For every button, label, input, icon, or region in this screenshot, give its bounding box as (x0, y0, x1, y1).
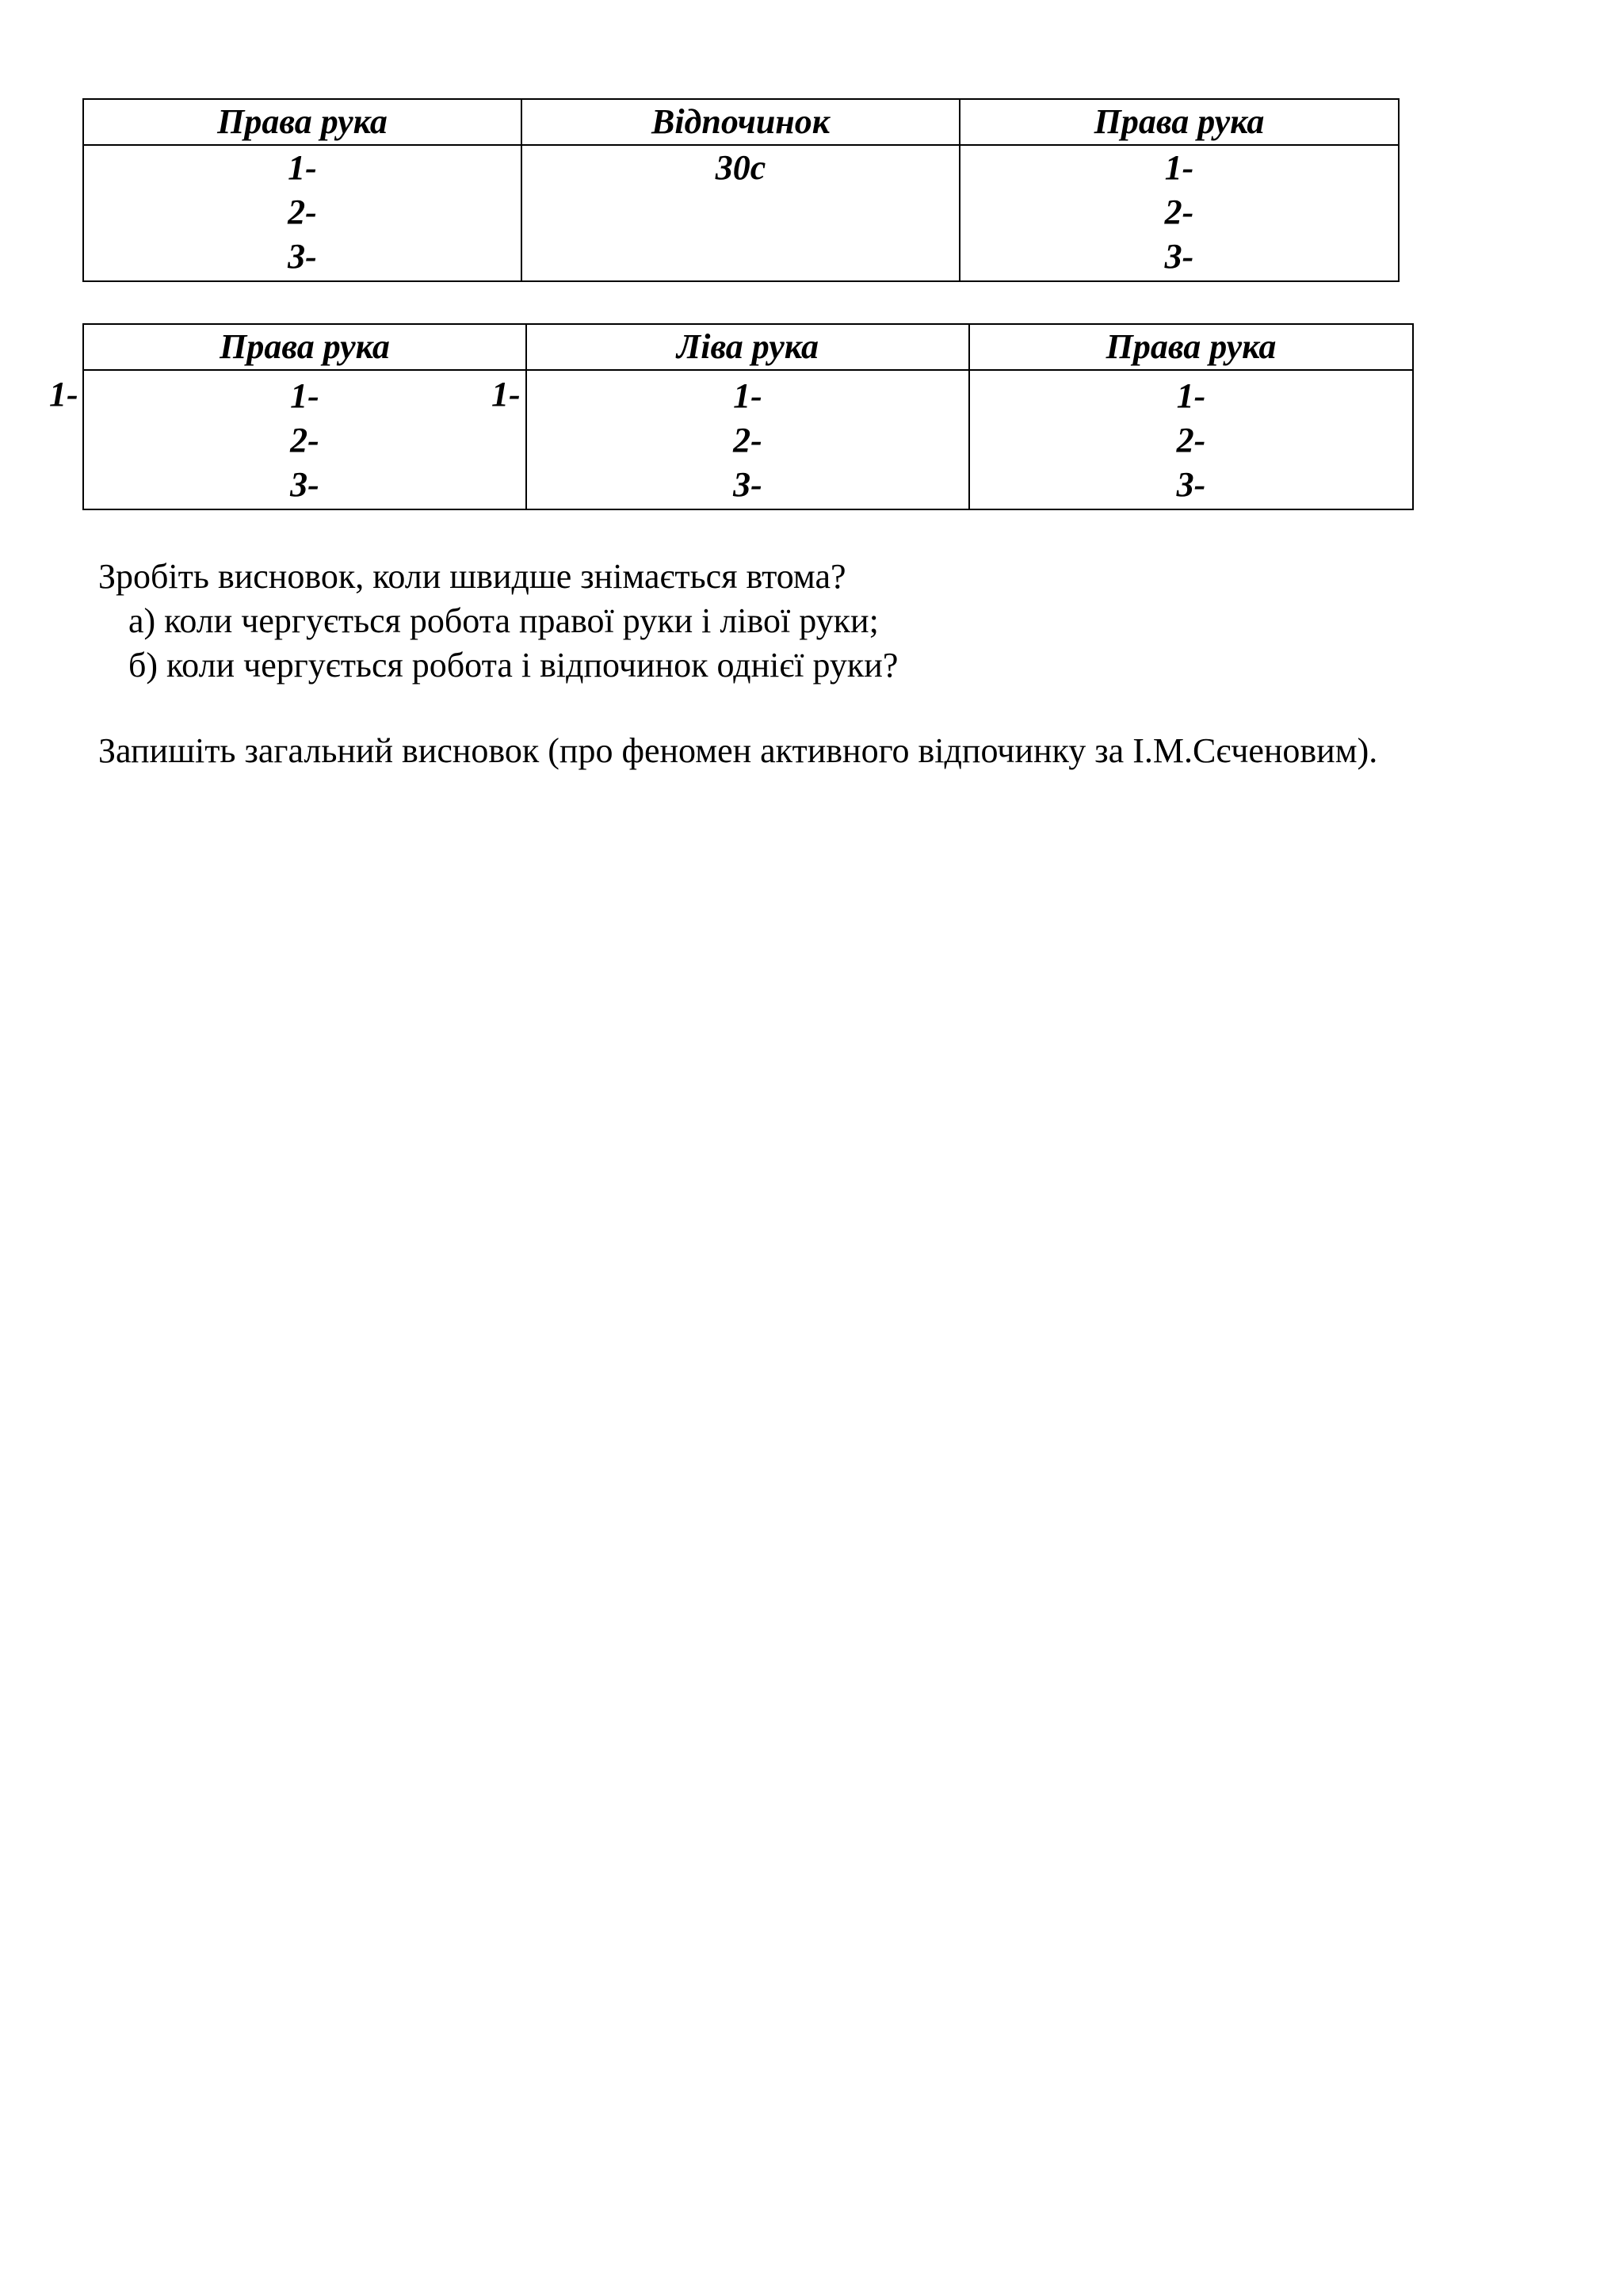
table-right-rest-right (82, 98, 1400, 282)
general-conclusion (98, 729, 1377, 773)
table-right-left-right (82, 323, 1414, 510)
table1-header-col2: Відпочинок (521, 99, 960, 145)
table1-header-col3: Права рука (960, 99, 1399, 145)
table1-cell-col2 (521, 145, 960, 281)
table1-cell-col3 (960, 145, 1399, 281)
table2-col3-line3: 3- (1176, 465, 1206, 504)
table2-col2-line1: 1- (733, 376, 762, 415)
question-option-a: а) коли чергується робота правої руки і лівої руки; (128, 601, 879, 640)
table1-col1-line3: 3- (288, 237, 317, 276)
table2-col1-line3: 3- (290, 465, 319, 504)
table2-cell-col3 (969, 370, 1413, 509)
table2-margin-mark-mid: 1- (491, 375, 521, 414)
table1-col3-line3: 3- (1164, 237, 1194, 276)
table1-header-col1: Права рука (83, 99, 521, 145)
table2-cell-col1 (83, 370, 526, 509)
table1-col3-line1: 1- (1164, 148, 1194, 187)
table1-col1-line1: 1- (288, 148, 317, 187)
table1-col1-line2: 2- (288, 193, 317, 231)
table2-header-col2: Ліва рука (526, 324, 969, 370)
question-option-b: б) коли чергується робота і відпочинок однієї руки? (128, 646, 899, 685)
table2-margin-mark-left: 1- (49, 375, 78, 414)
conclusion-questions (98, 555, 898, 688)
table1-col3-line2: 2- (1164, 193, 1194, 231)
table2-header-col3: Права рука (969, 324, 1413, 370)
question-prompt: Зробіть висновок, коли швидше знімається втома? (98, 557, 846, 596)
table2-col2-line3: 3- (733, 465, 762, 504)
table1-col2-line1: 30с (715, 148, 766, 187)
table2-col3-line1: 1- (1176, 376, 1206, 415)
conclusion-text: Запишіть загальний висновок (про феномен активного відпочинку за І.М.Сєченовим). (98, 731, 1378, 770)
table2-col3-line2: 2- (1176, 421, 1206, 460)
table1-cell-col1 (83, 145, 521, 281)
table-body-row (83, 370, 1413, 509)
table2-col1-line2: 2- (290, 421, 319, 460)
table2-col2-line2: 2- (733, 421, 762, 460)
table-body-row (83, 145, 1399, 281)
table2-col1-line1: 1- (290, 376, 319, 415)
table-header-row (83, 99, 1399, 145)
table2-header-col1: Права рука (83, 324, 526, 370)
table-header-row (83, 324, 1413, 370)
table2-cell-col2 (526, 370, 969, 509)
